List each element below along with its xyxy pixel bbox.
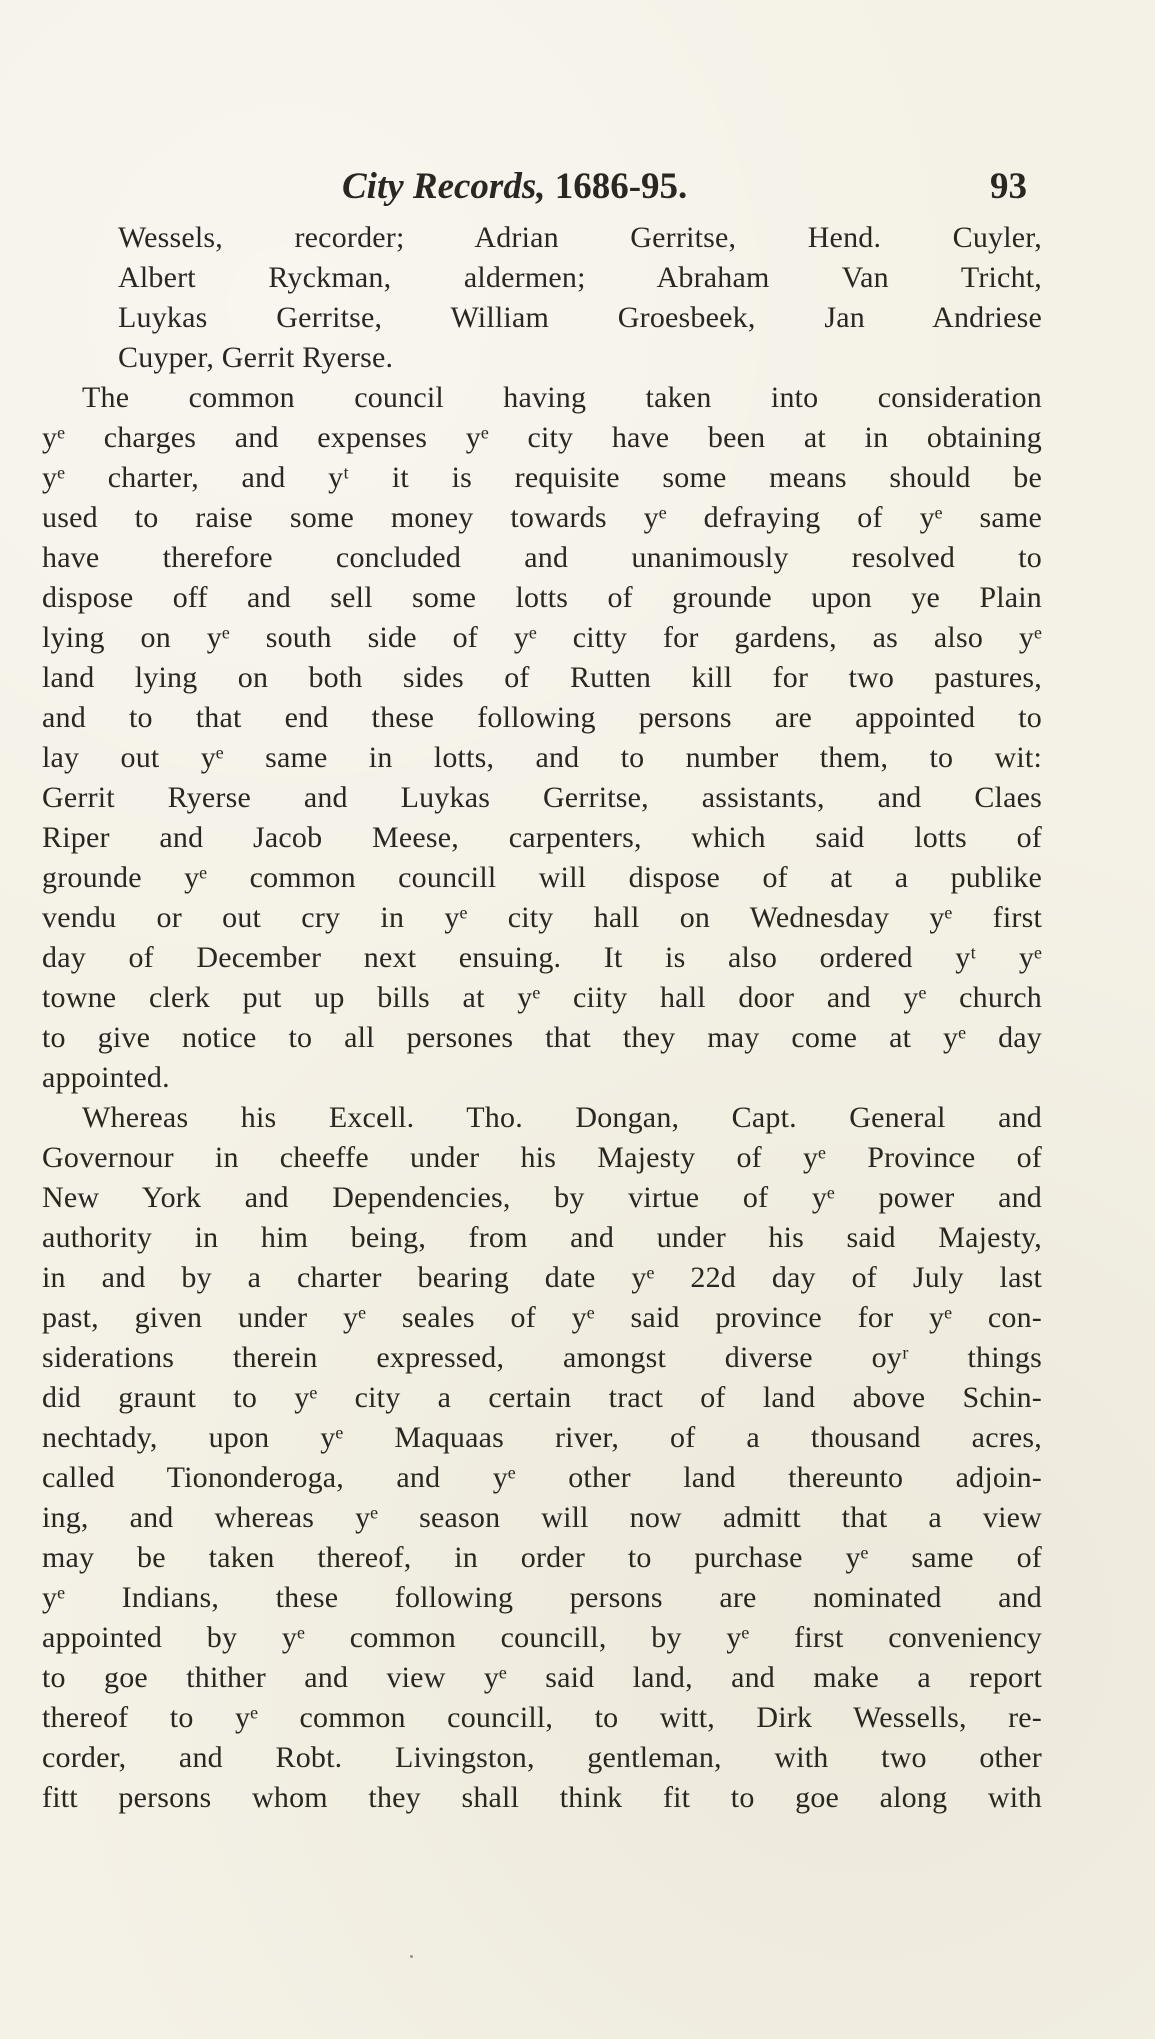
text-line: nechtady, upon yᵉ Maquaas river, of a thousand acres, (42, 1421, 1042, 1454)
text-line: called Tiononderoga, and yᵉ other land thereunto adjoin- (42, 1461, 1042, 1494)
text-line: lying on yᵉ south side of yᵉ citty for gardens, as also yᵉ (42, 621, 1042, 654)
page-number: 93 (990, 166, 1027, 207)
text-line: New York and Dependencies, by virtue of yᵉ power and (42, 1181, 1042, 1214)
text-line: Albert Ryckman, aldermen; Abraham Van Tricht, (118, 261, 1042, 294)
text-line: past, given under yᵉ seales of yᵉ said province for yᵉ con- (42, 1301, 1042, 1334)
text-line: in and by a charter bearing date yᵉ 22d day of July last (42, 1261, 1042, 1294)
text-line: land lying on both sides of Rutten kill for two pastures, (42, 661, 1042, 694)
paper-speck (410, 1955, 413, 1958)
text-line: Governour in cheeffe under his Majesty of yᵉ Province of (42, 1141, 1042, 1174)
text-line: corder, and Robt. Livingston, gentleman, with two other (42, 1741, 1042, 1774)
text-line: Riper and Jacob Meese, carpenters, which said lotts of (42, 821, 1042, 854)
text-line: Gerrit Ryerse and Luykas Gerritse, assistants, and Claes (42, 781, 1042, 814)
text-line: to goe thither and view yᵉ said land, and make a report (42, 1661, 1042, 1694)
text-line: yᵉ charges and expenses yᵉ city have been at in obtaining (42, 421, 1042, 454)
text-line: yᵉ Indians, these following persons are nominated and (42, 1581, 1042, 1614)
running-title-name: City Records, (342, 166, 546, 207)
text-line: thereof to yᵉ common councill, to witt, Dirk Wessells, re- (42, 1701, 1042, 1734)
text-line: Luykas Gerritse, William Groesbeek, Jan Andriese (118, 301, 1042, 334)
text-line: and to that end these following persons are appointed to (42, 701, 1042, 734)
text-line: may be taken thereof, in order to purchase yᵉ same of (42, 1541, 1042, 1574)
text-line: day of December next ensuing. It is also ordered yᵗ yᵉ (42, 941, 1042, 974)
text-line: grounde yᵉ common councill will dispose of at a publike (42, 861, 1042, 894)
text-line: did graunt to yᵉ city a certain tract of land above Schin- (42, 1381, 1042, 1414)
text-line: towne clerk put up bills at yᵉ ciity hall door and yᵉ church (42, 981, 1042, 1014)
text-line: siderations therein expressed, amongst diverse oyʳ things (42, 1341, 1042, 1374)
text-line: Wessels, recorder; Adrian Gerritse, Hend. Cuyler, (118, 221, 1042, 254)
text-line: The common council having taken into consideration (82, 381, 1042, 414)
text-line: lay out yᵉ same in lotts, and to number them, to wit: (42, 741, 1042, 774)
text-line: fitt persons whom they shall think fit to goe along with (42, 1781, 1042, 1814)
text-line: vendu or out cry in yᵉ city hall on Wednesday yᵉ first (42, 901, 1042, 934)
text-line: dispose off and sell some lotts of grounde upon ye Plain (42, 581, 1042, 614)
page-header (0, 165, 1155, 209)
text-line: ing, and whereas yᵉ season will now admitt that a view (42, 1501, 1042, 1534)
text-line: authority in him being, from and under his said Majesty, (42, 1221, 1042, 1254)
text-line: Cuyper, Gerrit Ryerse. (118, 341, 394, 374)
text-line: appointed by yᵉ common councill, by yᵉ first conveniency (42, 1621, 1042, 1654)
text-line: have therefore concluded and unanimously resolved to (42, 541, 1042, 574)
text-line: yᵉ charter, and yᵗ it is requisite some means should be (42, 461, 1042, 494)
running-title-years: 1686-95. (545, 166, 688, 207)
text-line: to give notice to all persones that they may come at yᵉ day (42, 1021, 1042, 1054)
text-line: appointed. (42, 1061, 170, 1094)
text-line: Whereas his Excell. Tho. Dongan, Capt. General and (82, 1101, 1042, 1134)
running-title (342, 165, 687, 209)
text-line: used to raise some money towards yᵉ defraying of yᵉ same (42, 501, 1042, 534)
